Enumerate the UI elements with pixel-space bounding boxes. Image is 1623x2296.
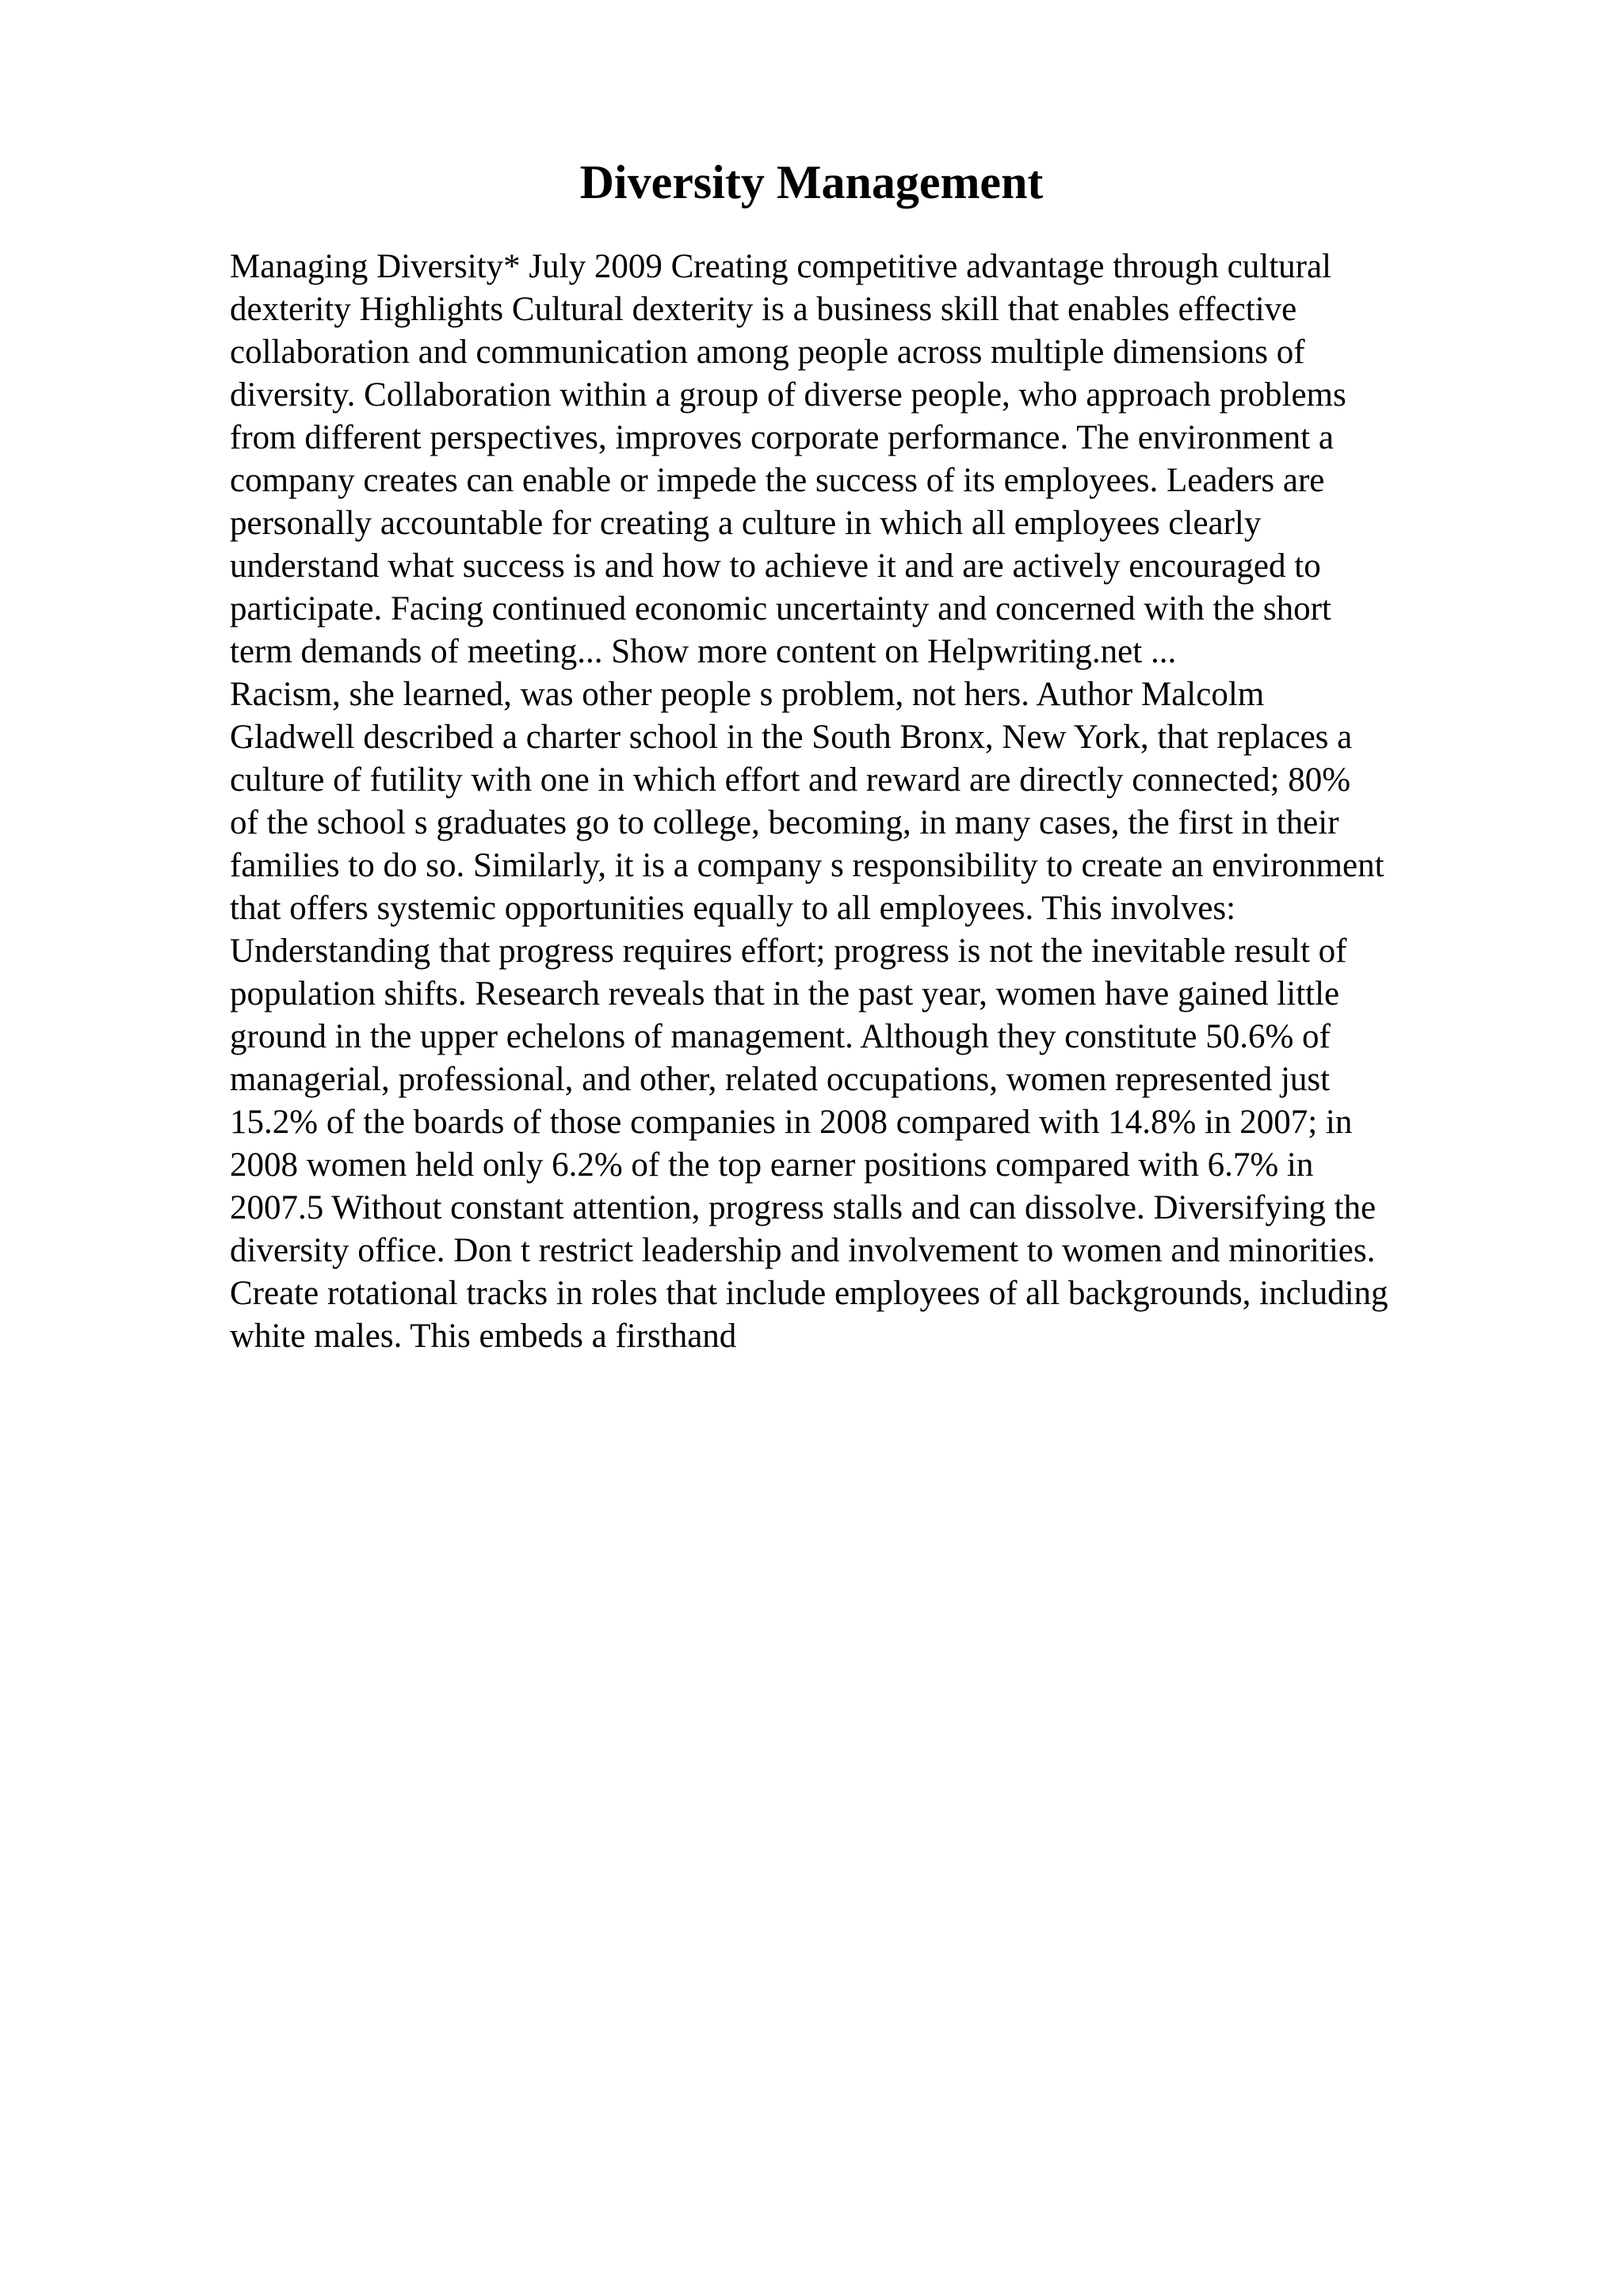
body-line: Racism, she learned, was other people s problem, not hers. Author Malcolm — [230, 676, 1265, 713]
body-line: diversity. Collaboration within a group of diverse people, who approach problems — [230, 376, 1346, 414]
body-line: families to do so. Similarly, it is a company s responsibility to create an environment — [230, 847, 1384, 884]
body-line: term demands of meeting... Show more content on Helpwriting.net ... — [230, 633, 1177, 670]
body-line: that offers systemic opportunities equally to all employees. This involves: — [230, 890, 1236, 927]
body-line: 15.2% of the boards of those companies in 2008 compared with 14.8% in 2007; in — [230, 1104, 1353, 1141]
body-line: dexterity Highlights Cultural dexterity is a business skill that enables effective — [230, 291, 1297, 328]
body-line: collaboration and communication among people across multiple dimensions of — [230, 334, 1305, 371]
body-line: Understanding that progress requires effort; progress is not the inevitable result of — [230, 933, 1347, 970]
body-line: population shifts. Research reveals that in the past year, women have gained little — [230, 975, 1340, 1013]
body-line: 2008 women held only 6.2% of the top earner positions compared with 6.7% in — [230, 1146, 1314, 1184]
body-line: diversity office. Don t restrict leadership and involvement to women and minorities. — [230, 1232, 1376, 1269]
body-line: culture of futility with one in which effort and reward are directly connected; 80% — [230, 761, 1351, 799]
body-line: company creates can enable or impede the success of its employees. Leaders are — [230, 462, 1325, 499]
body-line: white males. This embeds a firsthand — [230, 1318, 737, 1355]
body-line: of the school s graduates go to college, becoming, in many cases, the first in their — [230, 804, 1339, 841]
body-line: managerial, professional, and other, related occupations, women represented just — [230, 1061, 1331, 1098]
body-line: personally accountable for creating a culture in which all employees clearly — [230, 505, 1262, 542]
document-title: Diversity Management — [579, 156, 1044, 208]
body-line: participate. Facing continued economic uncertainty and concerned with the short — [230, 590, 1331, 627]
body-line: 2007.5 Without constant attention, progress stalls and can dissolve. Diversifying the — [230, 1189, 1377, 1226]
body-line: Gladwell described a charter school in the South Bronx, New York, that replaces a — [230, 719, 1353, 756]
document-body — [230, 246, 1498, 1358]
body-line: from different perspectives, improves corporate performance. The environment a — [230, 419, 1334, 456]
body-line: Create rotational tracks in roles that include employees of all backgrounds, including — [230, 1275, 1388, 1312]
body-line: ground in the upper echelons of management. Although they constitute 50.6% of — [230, 1018, 1331, 1055]
body-line: Managing Diversity* July 2009 Creating competitive advantage through cultural — [230, 248, 1332, 285]
body-line: understand what success is and how to achieve it and are actively encouraged to — [230, 547, 1321, 585]
